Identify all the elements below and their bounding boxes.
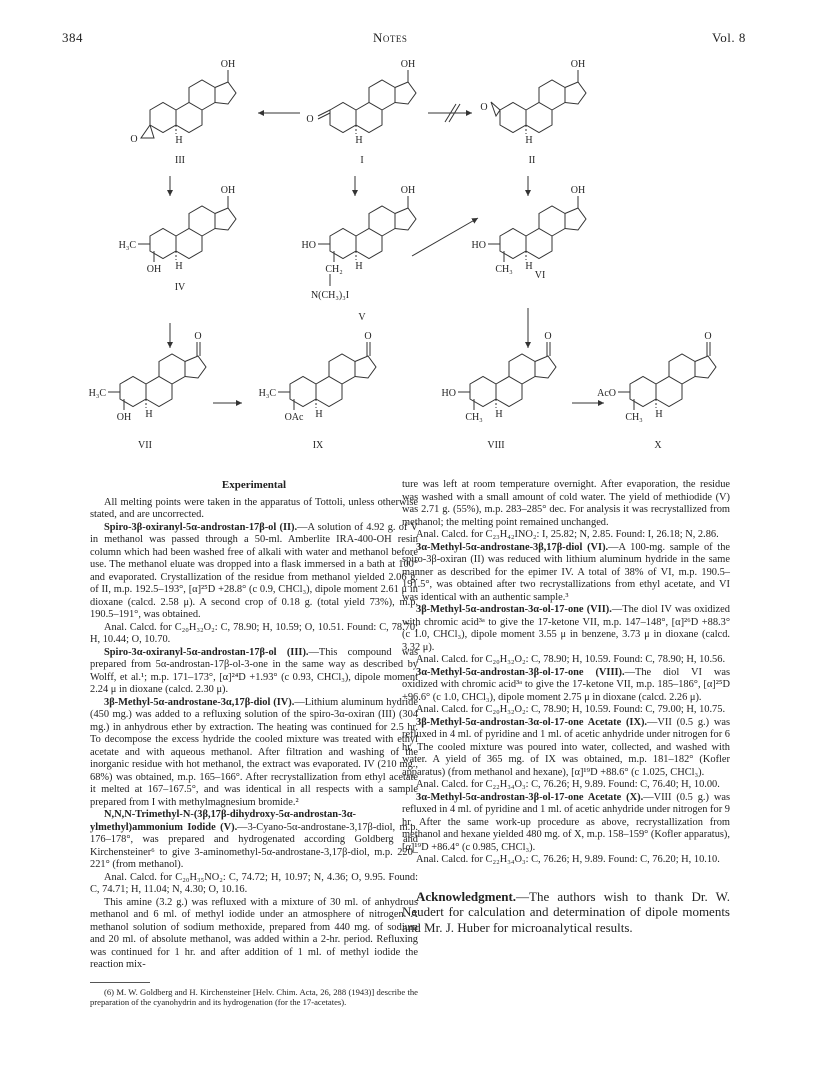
steroid-skeleton bbox=[302, 185, 416, 275]
h-label: H bbox=[175, 135, 183, 146]
compound-label-VI: VI bbox=[534, 270, 546, 281]
compound-label-IV: IV bbox=[174, 282, 186, 293]
hydroxyl-label: OH bbox=[220, 59, 236, 70]
substituent-label: CH₃ bbox=[465, 412, 483, 423]
paragraph-text: —This compound was prepared from 5α-androstan-17β-ol-3-one in the same way as described by Wolff, et al.¹; m.p. 171–173°, [α]²⁴D +1.93° (c 0.93, CHCl₃), dipole moment 2.24 μ in dioxane (calcd. 2.30 μ). bbox=[90, 646, 418, 695]
paragraph bbox=[90, 522, 418, 622]
substituent-label: H₃C bbox=[118, 240, 136, 251]
compound-label-III: III bbox=[175, 155, 185, 166]
h-label: H bbox=[495, 409, 503, 420]
substituent-label: CH₃ bbox=[495, 264, 513, 275]
compound-title: 3β-Methyl-5α-androstane-3α,17β-diol (IV). bbox=[104, 696, 295, 708]
left-column bbox=[90, 479, 418, 1008]
h-label: H bbox=[355, 261, 363, 272]
footnote: (6) M. W. Goldberg and H. Kirchensteiner [Helv. Chim. Acta, 26, 288 (1943)] describe the preparation of the cyanohydrin and its hydrogenation (for the 17-acetates). bbox=[90, 986, 418, 1007]
paragraph-text: —VII (0.5 g.) was refluxed in 4 ml. of pyridine and 1 ml. of acetic anhydride under nitrogen for 6 hr. The cooled mixture was poured into water, collected, and washed with water. A yield of 365 mg. of IX was obtained, m.p. 181–182° (Kofler apparatus) (from methanol and hexane), [α]¹⁹D +88.6° (c 1.025, CHCl₃). bbox=[402, 716, 730, 778]
hydroxyl-label: OH bbox=[400, 59, 416, 70]
compound-title: N,N,N-Trimethyl-N-(3β,17β-dihydroxy-5α-androstan-3α-ylmethyl)ammonium Iodide (V). bbox=[90, 809, 356, 833]
hydroxyl-label: OH bbox=[400, 185, 416, 196]
paragraph-text: Anal. Calcd. for C₂₃H₄₂INO₂: I, 25.82; N, 2.85. Found: I, 26.18; N, 2.86. bbox=[416, 529, 719, 540]
paragraph bbox=[402, 604, 730, 654]
substituent-label: CH₂ bbox=[325, 264, 343, 275]
substituent-label: CH₃ bbox=[625, 412, 643, 423]
compound-label-V: V bbox=[358, 312, 366, 323]
keto-label: O bbox=[194, 331, 202, 342]
keto-label: O bbox=[544, 331, 552, 342]
paragraph bbox=[402, 854, 730, 867]
h-label: H bbox=[355, 135, 363, 146]
compound-label-I: I bbox=[360, 155, 364, 166]
paragraph bbox=[90, 809, 418, 872]
paragraph-text: Anal. Calcd. for C₂₂H₃₄O₃: C, 76.26; H, 9.89. Found: C, 76.20; H, 10.10. bbox=[416, 854, 720, 865]
substituent-label: AcO bbox=[597, 388, 616, 399]
keto-label: O bbox=[364, 331, 372, 342]
compound-title: 3β-Methyl-5α-androstan-3α-ol-17-one (VII). bbox=[416, 604, 612, 615]
paragraph bbox=[90, 647, 418, 697]
paragraph-text: —A solution of 4.92 g. of V in methanol was passed through a 50-ml. Amberlite IRA-400-OH resin column which had been washed free of alkali with water and methanol before use. The methanol eluate was dropped into a flask immersed in a bath at 100° and evaporated. Crystallization of the residue from methanol yielded 2.06 g. of II, m.p. 192.5–193°, [α]²⁵D +28.8° (c 0.9, CHCl₃), dipole moment 2.61 μ in dioxane (calcd. 2.58 μ). A second crop of 0.18 g. (total yield 73%), m.p. 190.5–191°, was obtained. bbox=[90, 521, 418, 620]
epoxide-o-label: O bbox=[480, 102, 488, 113]
ammonium-label: N(CH₃)₃I bbox=[310, 290, 350, 301]
substituent-label: HO bbox=[301, 240, 316, 251]
steroid-skeleton bbox=[597, 331, 716, 423]
arrow-V-to-II bbox=[412, 218, 478, 256]
left-paragraphs bbox=[90, 497, 418, 972]
paragraph-text: ture was left at room temperature overnight. After evaporation, the residue was washed with a small amount of cold water. The yield of methiodide (V) was 2.71 g. (55%), m.p. 283–285° dec. For analysis it was recrystallized from methanol; the melting point remained unchanged. bbox=[402, 479, 730, 528]
paragraph bbox=[402, 529, 730, 542]
volume-label: Vol. 8 bbox=[712, 30, 746, 45]
acknowledgment bbox=[402, 889, 730, 936]
substituent-label: OH bbox=[146, 264, 162, 275]
hydroxyl-label: OH bbox=[570, 185, 586, 196]
compound-title: 3α-Methyl-5α-androstan-3β-ol-17-one Acetate (X). bbox=[416, 791, 644, 803]
paragraph bbox=[402, 717, 730, 780]
compound-title: 3α-Methyl-5α-androstan-3β-ol-17-one (VIII). bbox=[416, 666, 625, 678]
paragraph bbox=[402, 479, 730, 529]
paragraph bbox=[402, 542, 730, 605]
keto-label: O bbox=[704, 331, 712, 342]
h-label: H bbox=[525, 261, 533, 272]
compound-title: 3β-Methyl-5α-androstan-3α-ol-17-one Acetate (IX). bbox=[416, 716, 648, 728]
footnote-rule bbox=[90, 982, 150, 983]
paragraph-text: —Lithium aluminum hydride (450 mg.) was added to a refluxing solution of the spiro-3α-oxiran (III) (304 mg.) in anhydrous ether by extraction. The heating was continued for 2.5 hr. To decompose the excess hydride the cooled mixture was treated with ethyl acetate and with aqueous methanol. After filtration and washing of the inorganic residue with hot methanol, the extract was evaporated. IV (210 mg., 68%) was obtained, m.p. 165–166°. After recrystallization from ethyl acetate it melted at 167–167.5°, and was identical in all respects with a sample prepared from I with methylmagnesium bromide.² bbox=[90, 696, 418, 808]
paragraph bbox=[402, 779, 730, 792]
substituent-label: H₃C bbox=[88, 388, 106, 399]
h-label: H bbox=[655, 409, 663, 420]
paragraph bbox=[402, 704, 730, 717]
compound-label-X: X bbox=[654, 440, 662, 451]
paragraph bbox=[90, 497, 418, 522]
paragraph bbox=[402, 667, 730, 705]
substituent-label: HO bbox=[471, 240, 486, 251]
compound-title: Spiro-3β-oxiranyl-5α-androstan-17β-ol (II). bbox=[104, 521, 298, 533]
paragraph-text: Anal. Calcd. for C₂₀H₃₂O₂: C, 78.90; H, 10.59. Found: C, 78.90; H, 10.56. bbox=[416, 654, 726, 665]
right-column bbox=[402, 479, 730, 935]
substituent-label: H₃C bbox=[258, 388, 276, 399]
running-title: Notes bbox=[373, 30, 408, 45]
paragraph-text: Anal. Calcd. for C₂₀H₃₂O₂: C, 78.90; H, 10.59; O, 10.51. Found: C, 78.70; H, 10.44; O, 10.70. bbox=[90, 621, 418, 645]
h-label: H bbox=[145, 409, 153, 420]
right-paragraphs bbox=[402, 479, 730, 867]
paragraph bbox=[90, 622, 418, 647]
steroid-skeleton bbox=[130, 59, 236, 146]
section-heading: Experimental bbox=[221, 479, 287, 491]
hydroxyl-label: OH bbox=[570, 59, 586, 70]
paragraph bbox=[90, 697, 418, 810]
compound-title: Spiro-3α-oxiranyl-5α-androstan-17β-ol (III). bbox=[104, 646, 309, 658]
epoxide-o-label: O bbox=[130, 134, 138, 145]
substituent-label: OH bbox=[116, 412, 132, 423]
substituent-label: OAc bbox=[284, 412, 304, 423]
paragraph bbox=[402, 654, 730, 667]
h-label: H bbox=[525, 135, 533, 146]
acknowledgment-title: Acknowledgment. bbox=[416, 888, 517, 904]
paragraph-text: —VIII (0.5 g.) was refluxed in 4 ml. of pyridine and 1 ml. of acetic anhydride under nitrogen for 9 hr. After the same work-up procedure as above, recrystallization from methanol and hexane yielded 480 mg. of X, m.p. 158–159° (Kofler apparatus), [α]¹⁹D +86.4° (c 0.985, CHCl₃). bbox=[402, 791, 730, 853]
reaction-scheme bbox=[0, 58, 820, 463]
steroid-skeleton bbox=[119, 185, 236, 275]
compound-label-IX: IX bbox=[312, 440, 324, 451]
compound-label-VIII: VIII bbox=[487, 440, 505, 451]
steroid-skeleton bbox=[472, 185, 586, 275]
acknowledgment-text: —The authors wish to thank Dr. W. Neudert for calculation and determination of dipole moments and Mr. J. Huber for microanalytical results. bbox=[402, 888, 730, 935]
paragraph-text: —3-Cyano-5α-androstane-3,17β-diol, m.p. 176–178°, was prepared and hydrogenated according Goldberg and Kirchensteiner⁶ to give 3-aminomethyl-5α-androstane-3,17β-diol, m.p. 220–221° (from methanol). bbox=[90, 821, 418, 870]
paragraph-text: Anal. Calcd. for C₂₂H₃₄O₃: C, 76.26; H, 9.89. Found: C, 76.40; H, 10.00. bbox=[416, 779, 720, 790]
compound-label-II: II bbox=[528, 155, 536, 166]
paragraph-text: All melting points were taken in the apparatus of Tottoli, unless otherwise stated, and are uncorrected. bbox=[90, 496, 418, 520]
paragraph-text: —A 100-mg. sample of the spiro-3β-oxiran (II) was reduced with lithium aluminum hydride in the same manner as described for the epimer IV. A total of 38% of VI, m.p. 190.5–191.5°, was obtained after two recrystallizations from ethyl acetate, and VI was identical with an authentic sample.³ bbox=[402, 541, 730, 603]
keto-label: O bbox=[306, 114, 314, 125]
paragraph-text: —The diol VI was oxidized with chromic acid³ᵃ to give the 17-ketone VII, m.p. 185–186°, [α]²⁵D +96.6° (c 1.0, CHCl₃), dipole moment 2.75 μ in dioxane (calcd. 2.26 μ). bbox=[402, 666, 731, 703]
steroid-skeleton bbox=[259, 331, 376, 423]
h-label: H bbox=[175, 261, 183, 272]
steroid-skeleton bbox=[480, 59, 586, 146]
paragraph-text: Anal. Calcd. for C₂₀H₃₅NO₂: C, 74.72; H, 10.97; N, 4.36; O, 9.95. Found: C, 74.71; H, 11.04; N, 4.30; O, 10.16. bbox=[90, 871, 418, 895]
paragraph bbox=[402, 792, 730, 855]
paragraph-text: Anal. Calcd. for C₂₀H₃₂O₂: C, 78.90; H, 10.59. Found: C, 79.00; H, 10.75. bbox=[416, 704, 726, 715]
steroid-skeleton bbox=[442, 331, 556, 423]
paragraph bbox=[90, 897, 418, 972]
steroid-skeleton bbox=[306, 59, 416, 146]
paragraph bbox=[90, 872, 418, 897]
compound-label-VII: VII bbox=[138, 440, 152, 451]
page-number: 384 bbox=[62, 30, 83, 45]
h-label: H bbox=[315, 409, 323, 420]
steroid-skeleton bbox=[89, 331, 206, 423]
hydroxyl-label: OH bbox=[220, 185, 236, 196]
compound-title: 3α-Methyl-5α-androstane-3β,17β-diol (VI). bbox=[416, 541, 609, 553]
paragraph-text: —The diol IV was oxidized with chromic acid³ᵃ to give the 17-ketone VII, m.p. 147–148°, [α]²⁶D +88.3° (c 1.0, CHCl₃), dipole moment 3.55 μ in benzene, 3.73 μ in dioxane (calcd. 3.32 μ). bbox=[402, 604, 730, 653]
substituent-label: HO bbox=[441, 388, 456, 399]
paragraph-text: This amine (3.2 g.) was refluxed with a mixture of 30 ml. of anhydrous methanol and 6 ml. of methyl iodide under an atmosphere of nitrogen. A methanol solution of sodium methoxide, prepared from 440 mg. of sodium and 20 ml. of absolute methanol, was added within a 2-hr. period. Refluxing was continued for 1 hr. and after addition of 1 ml. of methyl iodide the reaction mix- bbox=[90, 896, 418, 970]
